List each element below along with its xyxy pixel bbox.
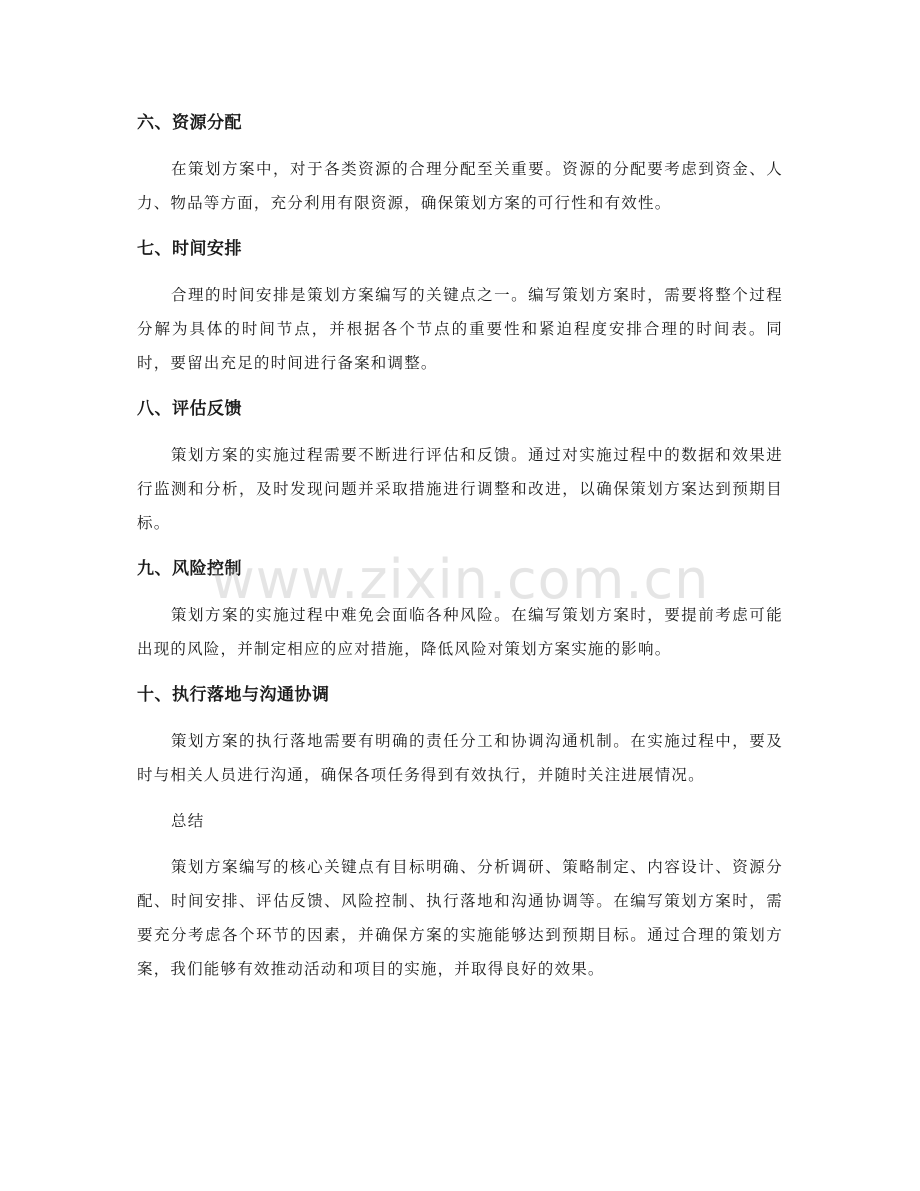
section-paragraph-evaluation-feedback: 策划方案的实施过程需要不断进行评估和反馈。通过对实施过程中的数据和效果进行监测和分析，及时发现问题并采取措施进行调整和改进，以确保策划方案达到预期目标。 — [137, 446, 783, 532]
summary-label: 总结 — [171, 812, 205, 830]
document-body — [137, 106, 783, 998]
section-paragraph-risk-control: 策划方案的实施过程中难免会面临各种风险。在编写策划方案时，要提前考虑可能出现的风险，并制定相应的应对措施，降低风险对策划方案实施的影响。 — [137, 606, 783, 658]
section-heading-execution-coordination: 十、执行落地与沟通协调 — [137, 685, 330, 705]
section-heading-evaluation-feedback: 八、评估反馈 — [137, 399, 242, 419]
summary-paragraph: 策划方案编写的核心关键点有目标明确、分析调研、策略制定、内容设计、资源分配、时间安排、评估反馈、风险控制、执行落地和沟通协调等。在编写策划方案时，需要充分考虑各个环节的因素，并确保方案的实施能够达到预期目标。通过合理的策划方案，我们能够有效推动活动和项目的实施，并取得良好的效果。 — [137, 858, 783, 978]
section-heading-time-schedule: 七、时间安排 — [137, 239, 242, 259]
section-paragraph-time-schedule: 合理的时间安排是策划方案编写的关键点之一。编写策划方案时，需要将整个过程分解为具体的时间节点，并根据各个节点的重要性和紧迫程度安排合理的时间表。同时，要留出充足的时间进行备案和调整。 — [137, 286, 783, 372]
watermark-text: www.zixin.com.cn — [210, 548, 710, 611]
section-paragraph-execution-coordination: 策划方案的执行落地需要有明确的责任分工和协调沟通机制。在实施过程中，要及时与相关人员进行沟通，确保各项任务得到有效执行，并随时关注进展情况。 — [137, 732, 783, 784]
section-heading-risk-control: 九、风险控制 — [137, 559, 242, 579]
section-paragraph-resource-allocation: 在策划方案中，对于各类资源的合理分配至关重要。资源的分配要考虑到资金、人力、物品等方面，充分利用有限资源，确保策划方案的可行性和有效性。 — [137, 160, 783, 212]
section-heading-resource-allocation: 六、资源分配 — [137, 113, 242, 133]
